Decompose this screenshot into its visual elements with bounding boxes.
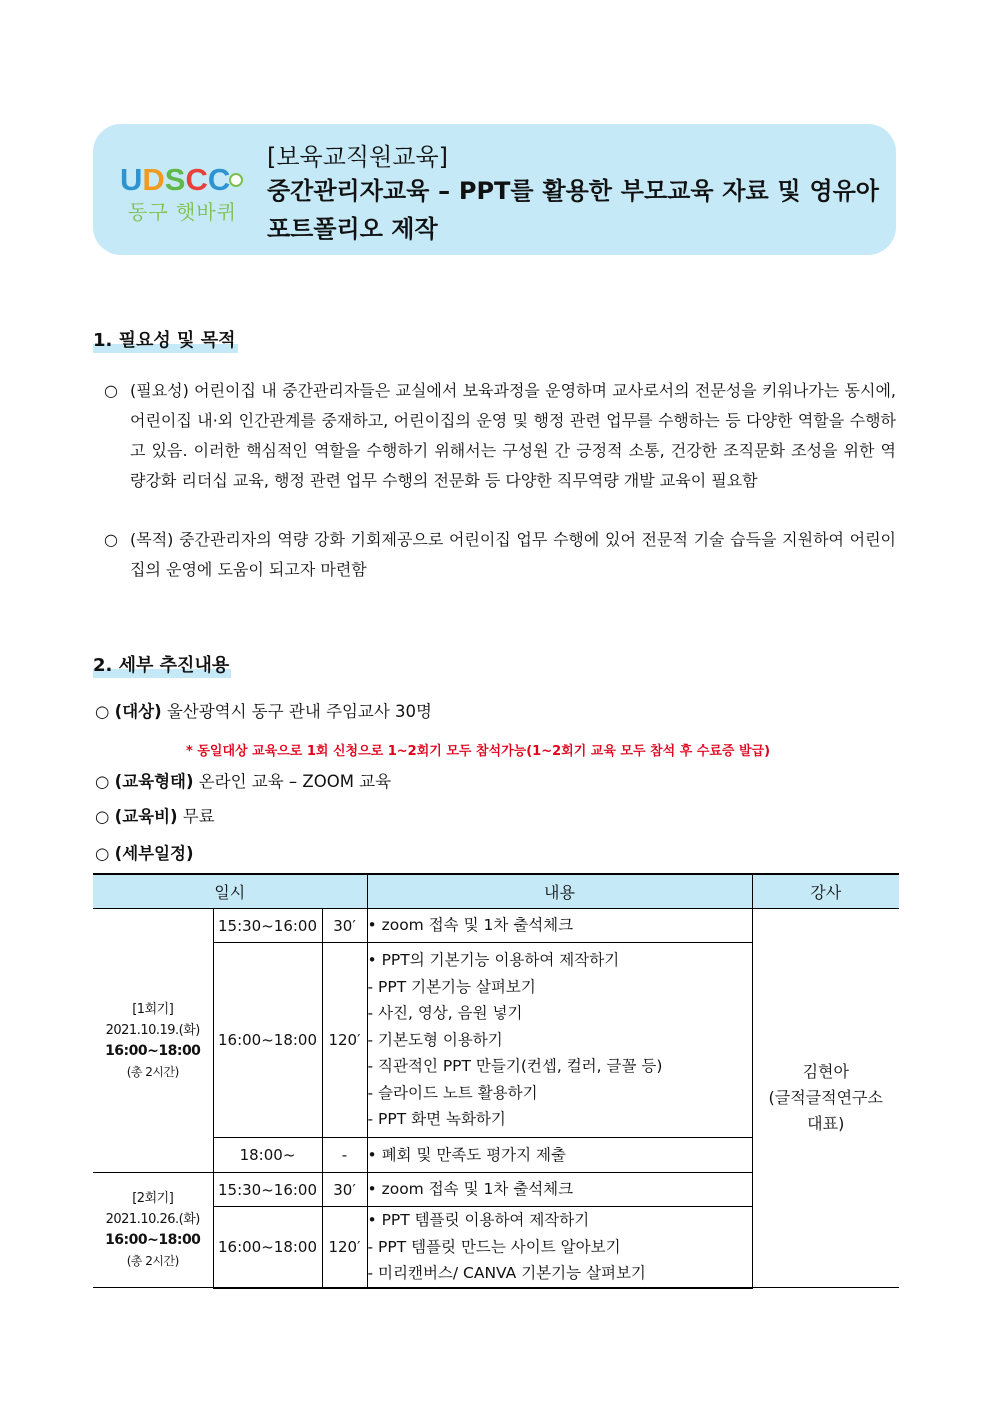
row-duration: 120′ (322, 1207, 367, 1288)
svg-text:UDSCC: UDSCC (120, 162, 231, 196)
fee-label: (교육비) (114, 807, 178, 826)
fee-item (95, 805, 215, 829)
schedule-table (93, 873, 899, 1289)
schedule-item (95, 842, 194, 866)
target-item (95, 700, 432, 724)
purpose-text: (목적) 중간관리자의 역량 강화 기회제공으로 어린이집 업무 수행에 있어 전문적 기술 습득을 지원하여 어린이집의 운영에 도움이 되고자 마련함 (130, 530, 896, 579)
section-heading-details: 2. 세부 추진내용 (93, 655, 230, 676)
content-line: • zoom 접속 및 1차 출석체크 (367, 916, 574, 935)
session-total: (총 2시간) (126, 1064, 179, 1079)
format-item (95, 770, 391, 794)
content-line: • 폐회 및 만족도 평가지 제출 (367, 1145, 566, 1164)
instructor-org: (글적글적연구소 (768, 1088, 883, 1107)
format-value: 온라인 교육 – ZOOM 교육 (193, 772, 392, 791)
header-content: 내용 (367, 874, 752, 909)
row-duration: - (322, 1138, 367, 1173)
row-content (367, 943, 752, 1138)
row-content (367, 1138, 752, 1173)
content-line: • zoom 접속 및 1차 출석체크 (367, 1180, 574, 1199)
row-time: 15:30~16:00 (213, 1173, 322, 1207)
header-datetime: 일시 (93, 874, 367, 909)
session-name: [1회기] (132, 1001, 174, 1017)
necessity-text: (필요성) 어린이집 내 중간관리자들은 교실에서 보육과정을 운영하며 교사로서의 전문성을 키워나가는 동시에, 어린이집 내·외 인간관계를 중재하고, 어린이집의 운영 및 행정 관련 업무를 수행하는 등 다양한 역할을 수행하고 있음. 이러한 핵심적인 역할을 수행하기 위해서는 구성원 간 긍정적 소통, 건강한 조직문화 조성을 위한 역량강화 리더십 교육, 행정 관련 업무 수행의 전문화 등 다양한 직무역량 개발 교육이 필요함 (130, 381, 896, 490)
udscc-logo-mark (118, 160, 248, 196)
instructor-cell (752, 909, 899, 1288)
row-time: 16:00~18:00 (213, 943, 322, 1138)
content-line: - 사진, 영상, 음원 넣기 (367, 1004, 523, 1023)
row-content (367, 1207, 752, 1288)
banner-title: 중간관리자교육 – PPT를 활용한 부모교육 자료 및 영유아 포트폴리오 제작 (267, 177, 879, 243)
session-total: (총 2시간) (126, 1254, 179, 1268)
bullet-icon: ○ (104, 381, 118, 400)
format-label: (교육형태) (114, 772, 194, 791)
content-line: - PPT 기본기능 살펴보기 (367, 977, 536, 996)
row-time: 16:00~18:00 (213, 1207, 322, 1288)
instructor-title: 대표) (807, 1114, 845, 1133)
banner-category: [보육교직원교육] (267, 143, 449, 171)
section-heading-purpose: 1. 필요성 및 목적 (93, 330, 236, 351)
purpose-paragraph (104, 525, 896, 585)
session-time: 16:00~18:00 (105, 1232, 201, 1248)
session-time: 16:00~18:00 (105, 1042, 201, 1059)
row-duration: 120′ (322, 943, 367, 1138)
content-line: - 직관적인 PPT 만들기(컨셉, 컬러, 글꼴 등) (367, 1057, 663, 1076)
instructor-name: 김현아 (802, 1062, 849, 1081)
content-line: • PPT 템플릿 이용하여 제작하기 (367, 1211, 590, 1229)
bullet-icon: ○ (95, 807, 110, 826)
content-line: - 슬라이드 노트 활용하기 (367, 1083, 538, 1102)
content-line: • PPT의 기본기능 이용하여 제작하기 (367, 951, 620, 970)
session-name: [2회기] (132, 1191, 174, 1206)
logo-subtitle: 동구 햇바퀴 (128, 200, 237, 224)
content-line: - 미리캔버스/ CANVA 기본기능 살펴보기 (367, 1264, 646, 1282)
udscc-logo (118, 160, 248, 228)
schedule-label: (세부일정) (114, 844, 194, 863)
row-time: 18:00~ (213, 1138, 322, 1173)
target-label: (대상) (114, 702, 162, 721)
row-duration: 30′ (322, 909, 367, 943)
session-date: 2021.10.26.(화) (105, 1212, 200, 1227)
row-duration: 30′ (322, 1173, 367, 1207)
row-time: 15:30~16:00 (213, 909, 322, 943)
bullet-icon: ○ (95, 772, 110, 791)
table-row (93, 909, 899, 943)
bullet-icon: ○ (95, 844, 110, 863)
target-value: 울산광역시 동구 관내 주임교사 30명 (161, 702, 432, 721)
content-line: - PPT 템플릿 만드는 사이트 알아보기 (367, 1237, 621, 1256)
bullet-icon: ○ (95, 702, 110, 721)
table-header-row (93, 874, 899, 909)
necessity-paragraph (104, 376, 896, 496)
content-line: - 기본도형 이용하기 (367, 1030, 503, 1049)
session-date: 2021.10.19.(화) (105, 1022, 200, 1038)
attendance-note: * 동일대상 교육으로 1회 신청으로 1~2회기 모두 참석가능(1~2회기 교육 모두 참석 후 수료증 발급) (186, 744, 771, 759)
bullet-icon: ○ (104, 530, 118, 549)
header-instructor: 강사 (752, 874, 899, 909)
session-cell (93, 909, 213, 1173)
row-content (367, 1173, 752, 1207)
fee-value: 무료 (177, 807, 215, 826)
content-line: - PPT 화면 녹화하기 (367, 1110, 506, 1129)
session-cell (93, 1173, 213, 1288)
row-content (367, 909, 752, 943)
